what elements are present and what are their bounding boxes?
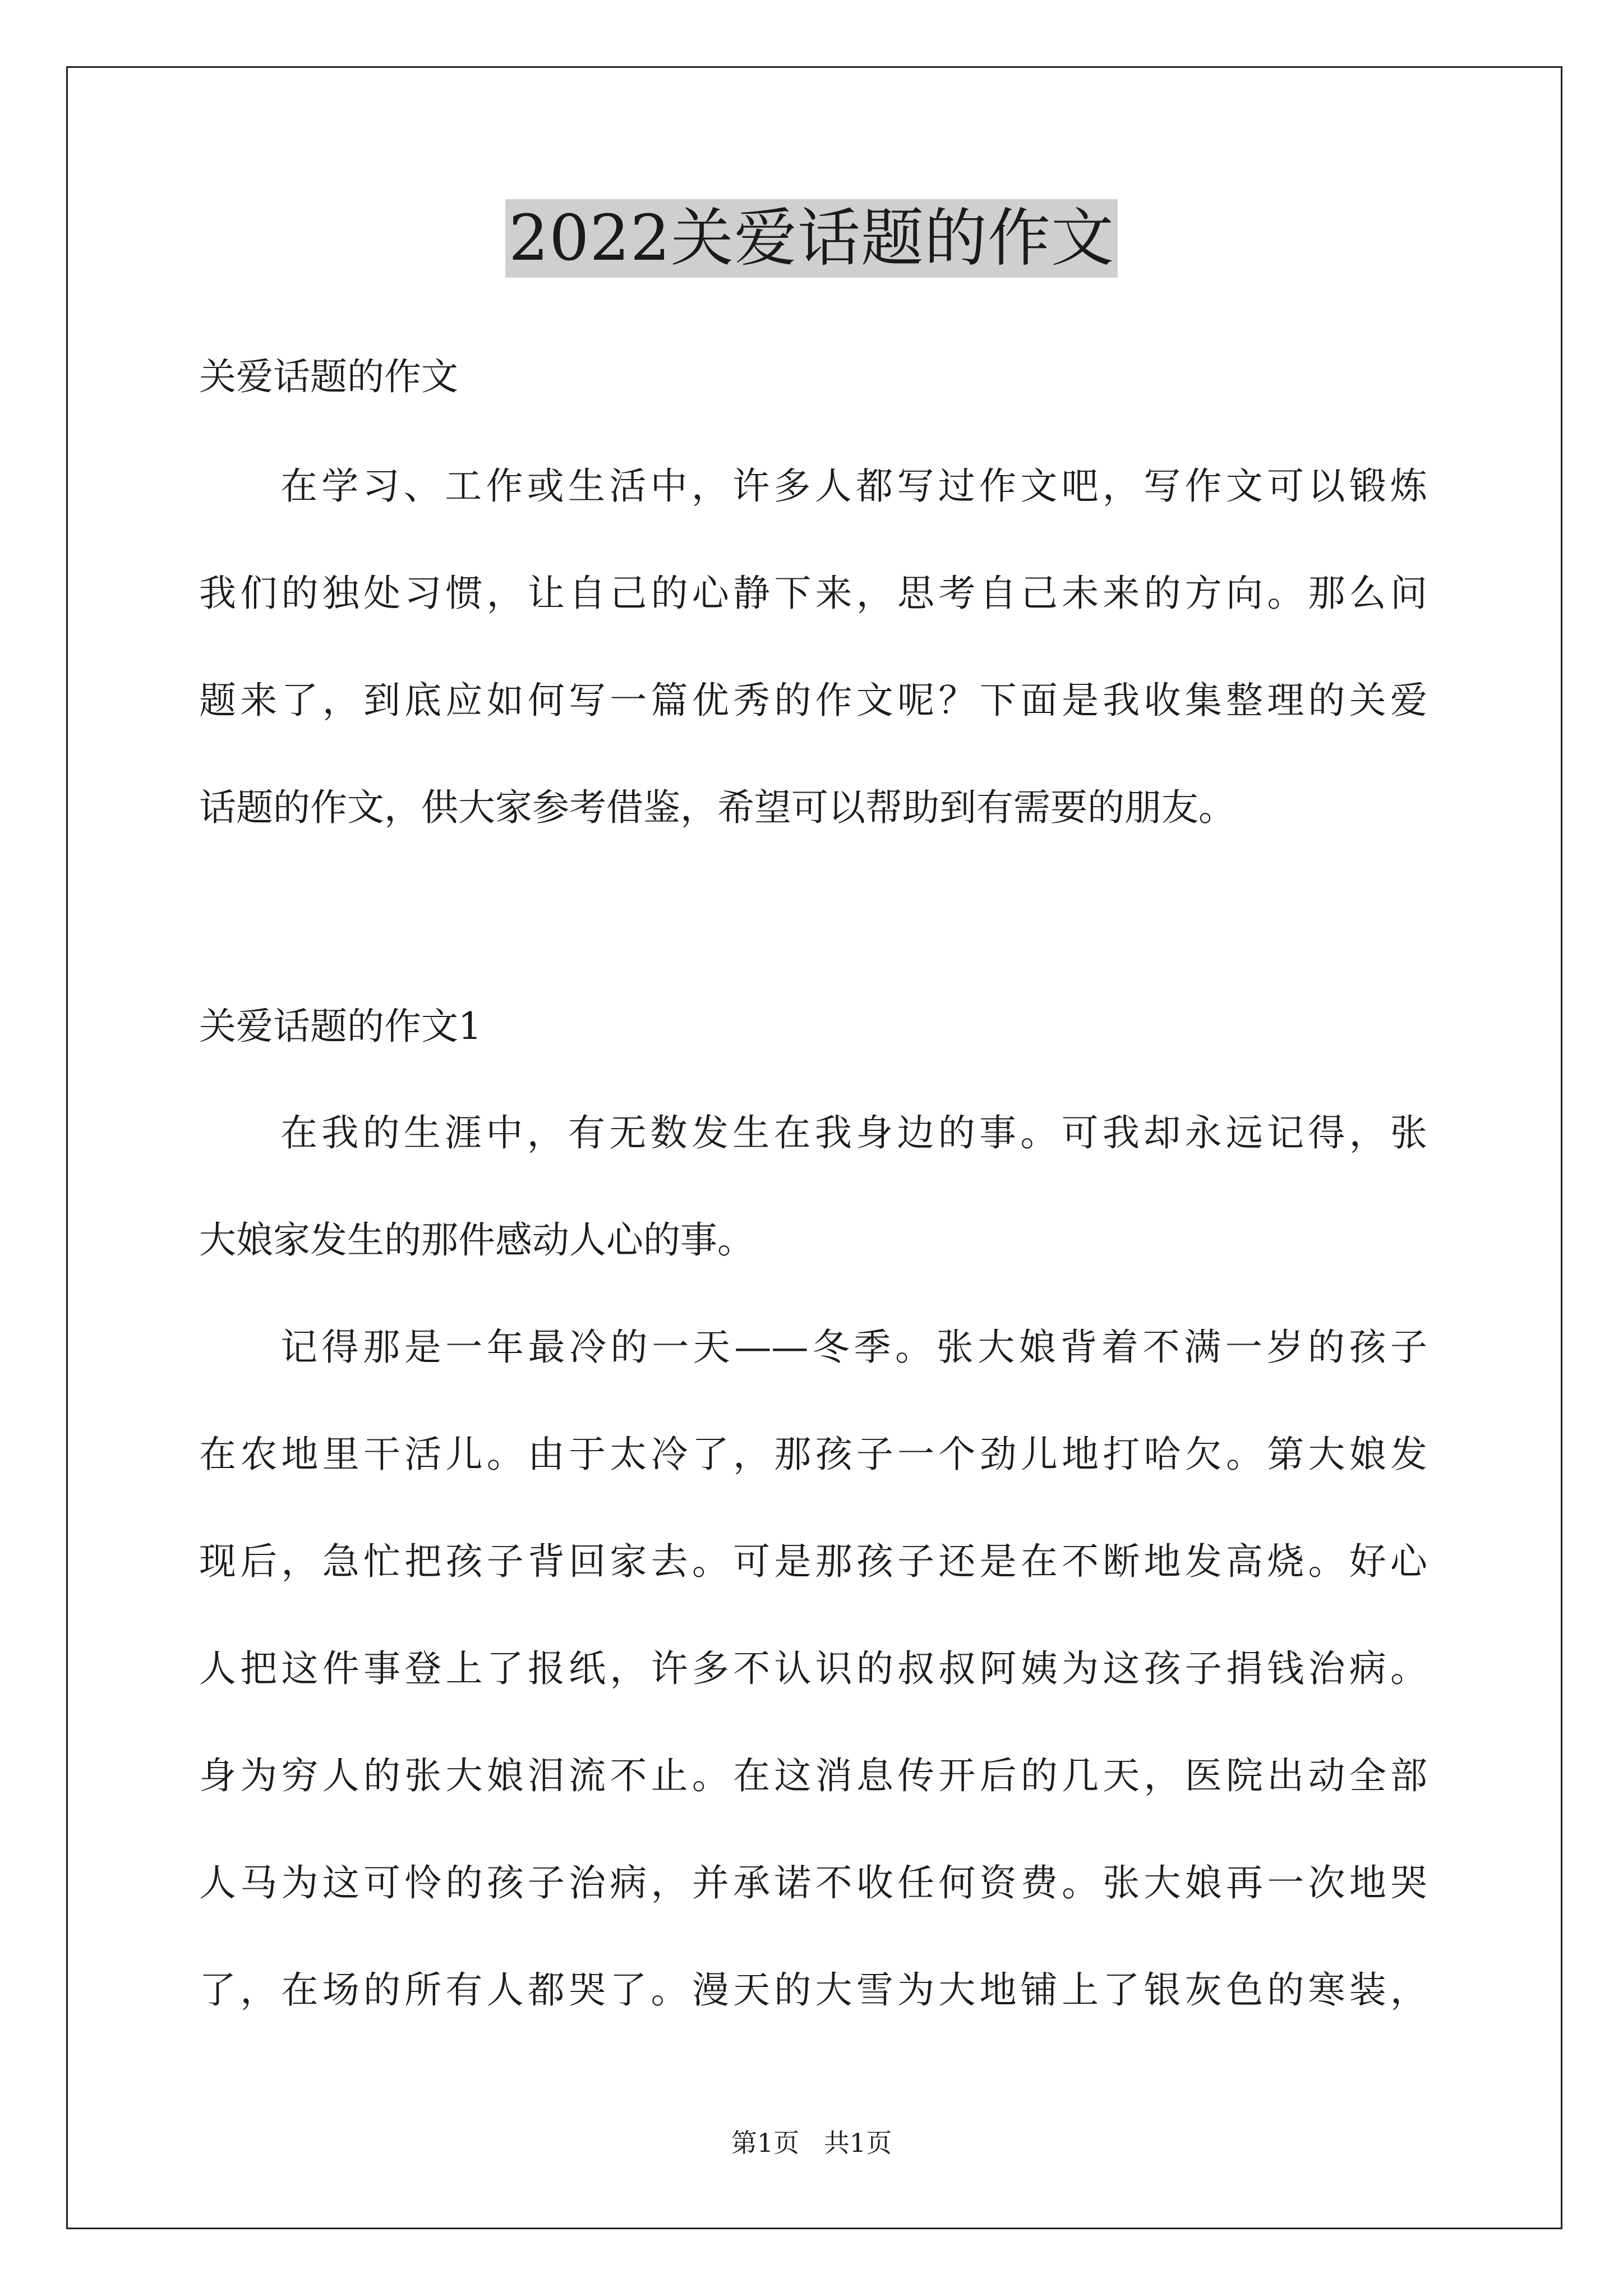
section1-para2-line: 人把这件事登上了报纸，许多不认识的叔叔阿姨为这孩子捐钱治病。	[199, 1647, 1427, 1690]
intro-line: 题来了，到底应如何写一篇优秀的作文呢？下面是我收集整理的关爱	[199, 679, 1427, 722]
document-title: 2022关爱话题的作文	[505, 199, 1118, 278]
section1-para2-line: 人马为这可怜的孩子治病，并承诺不收任何资费。张大娘再一次地哭	[199, 1861, 1427, 1904]
intro-line: 在学习、工作或生活中，许多人都写过作文吧，写作文可以锻炼	[280, 464, 1427, 508]
intro-line: 话题的作文，供大家参考借鉴，希望可以帮助到有需要的朋友。	[199, 786, 1235, 829]
section1-heading: 关爱话题的作文1	[199, 1005, 482, 1048]
section1-para1-line: 大娘家发生的那件感动人心的事。	[199, 1218, 754, 1262]
intro-heading: 关爱话题的作文	[199, 355, 458, 398]
section1-para2-line: 在农地里干活儿。由于太冷了，那孩子一个劲儿地打哈欠。第大娘发	[199, 1433, 1427, 1476]
page-number-footer: 第1页 共1页	[731, 2128, 892, 2158]
section1-para2-line: 身为穷人的张大娘泪流不止。在这消息传开后的几天，医院出动全部	[199, 1754, 1427, 1797]
title-container	[0, 199, 1623, 278]
intro-line: 我们的独处习惯，让自己的心静下来，思考自己未来的方向。那么问	[199, 572, 1427, 615]
section1-para2-line: 记得那是一年最冷的一天——冬季。张大娘背着不满一岁的孩子	[280, 1326, 1427, 1369]
section1-para2-line: 现后，急忙把孩子背回家去。可是那孩子还是在不断地发高烧。好心	[199, 1540, 1427, 1583]
section1-para1-line: 在我的生涯中，有无数发生在我身边的事。可我却永远记得，张	[280, 1111, 1427, 1154]
section1-para2-line: 了，在场的所有人都哭了。漫天的大雪为大地铺上了银灰色的寒装，	[199, 1968, 1427, 2012]
